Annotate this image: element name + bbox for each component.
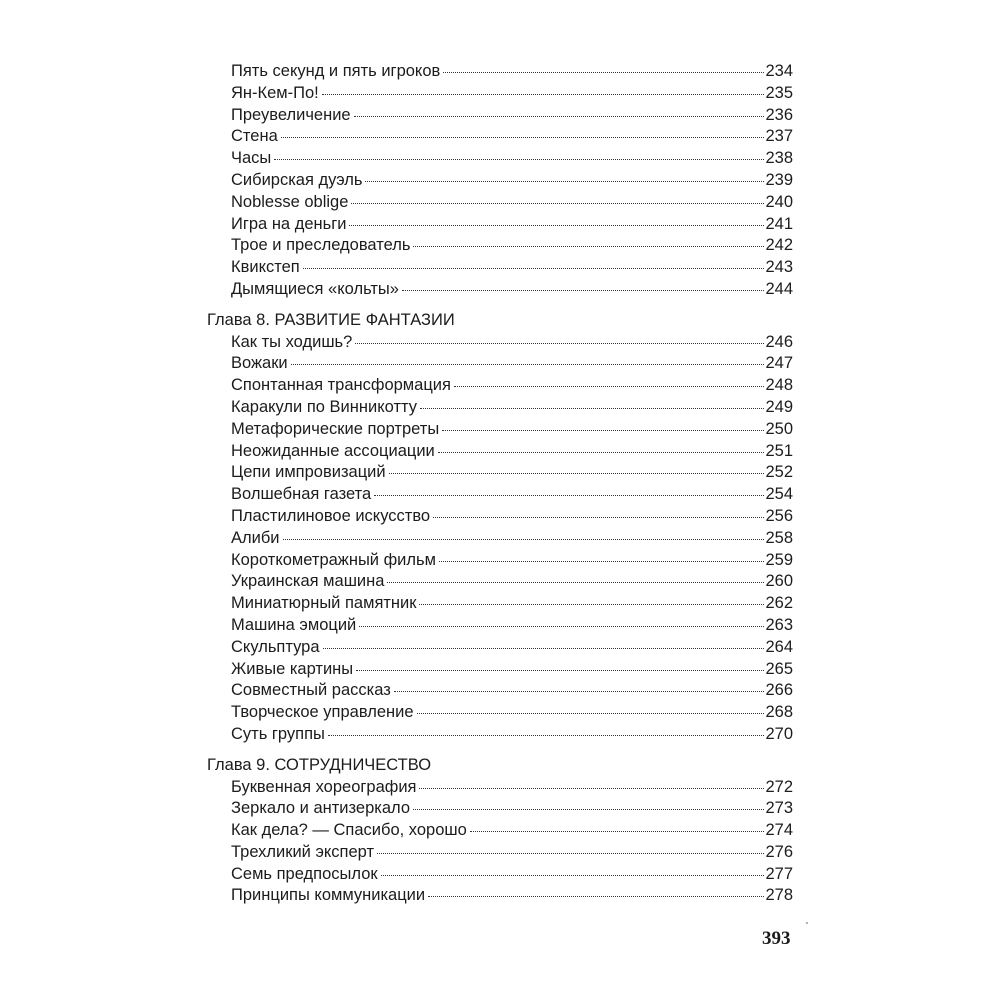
toc-entry-page: 238 — [765, 149, 793, 168]
toc-entry-title: Творческое управление — [231, 703, 414, 722]
toc-entry — [207, 615, 793, 637]
toc-entry-page: 272 — [765, 777, 793, 796]
toc-entry — [207, 148, 793, 170]
dot-leader — [283, 539, 765, 540]
toc-entry-page: 270 — [765, 724, 793, 743]
toc-entry-title: Зеркало и антизеркало — [231, 799, 410, 818]
toc-entry-title: Принципы коммуникации — [231, 886, 426, 905]
toc-entry-page: 278 — [765, 886, 793, 905]
toc-entry — [207, 777, 793, 799]
chapter-heading: Глава 9. СОТРУДНИЧЕСТВО — [207, 755, 432, 774]
dot-leader — [274, 159, 764, 160]
toc-entry-page: 234 — [765, 62, 793, 80]
toc-entry-title: Семь предпосылок — [231, 864, 378, 883]
toc-entry-title: Машина эмоций — [231, 615, 357, 634]
toc-entry — [207, 214, 793, 236]
dot-leader — [442, 430, 764, 431]
toc-entry — [207, 637, 793, 659]
dot-leader — [322, 94, 765, 95]
toc-entry-title: Волшебная газета — [231, 485, 372, 504]
dot-leader — [387, 582, 764, 583]
toc-entry-page: 242 — [765, 236, 793, 255]
toc-entry-title: Часы — [231, 149, 272, 168]
toc-entry-title: Короткометражный фильм — [231, 550, 436, 569]
toc-entry-title: Noblesse oblige — [231, 192, 349, 211]
dot-leader — [419, 788, 764, 789]
dot-leader — [413, 246, 764, 247]
toc-entry-title: Метафорические портреты — [231, 419, 440, 438]
dot-leader — [374, 495, 764, 496]
dot-leader — [394, 691, 765, 692]
toc-entry-page: 250 — [765, 419, 793, 438]
toc-entry-title: Совместный рассказ — [231, 681, 391, 700]
dot-leader — [328, 735, 765, 736]
print-speck — [806, 922, 808, 924]
toc-entry — [207, 441, 793, 463]
toc-entry — [207, 864, 793, 886]
toc-entry-title: Украинская машина — [231, 572, 385, 591]
toc-entry-page: 252 — [765, 463, 793, 482]
page-number: 393 — [762, 928, 791, 949]
toc-entry-title: Вожаки — [231, 354, 288, 373]
dot-leader — [365, 181, 764, 182]
toc-entry — [207, 593, 793, 615]
toc-entry-title: Сибирская дуэль — [231, 170, 363, 189]
toc-entry — [207, 820, 793, 842]
toc-entry-page: 262 — [765, 594, 793, 613]
toc-entry — [207, 550, 793, 572]
dot-leader — [454, 386, 765, 387]
dot-leader — [402, 290, 764, 291]
toc-entry-page: 254 — [765, 485, 793, 504]
table-of-contents — [207, 61, 793, 907]
toc-entry-title: Стена — [231, 127, 278, 146]
toc-entry-page: 244 — [765, 279, 793, 298]
toc-entry — [207, 724, 793, 746]
chapter-9-entries — [207, 777, 793, 908]
toc-entry-title: Дымящиеся «кольты» — [231, 279, 399, 298]
toc-entry — [207, 192, 793, 214]
dot-leader — [439, 561, 764, 562]
dot-leader — [323, 648, 765, 649]
dot-leader — [349, 225, 764, 226]
dot-leader — [433, 517, 764, 518]
dot-leader — [389, 473, 765, 474]
dot-leader — [354, 116, 765, 117]
toc-entry-page: 249 — [765, 397, 793, 416]
toc-entry-title: Как дела? — Спасибо, хорошо — [231, 821, 467, 840]
toc-entry-page: 277 — [765, 864, 793, 883]
toc-entry-page: 246 — [765, 332, 793, 351]
dot-leader — [355, 343, 764, 344]
toc-entry-page: 265 — [765, 659, 793, 678]
toc-entry-title: Миниатюрный памятник — [231, 594, 417, 613]
toc-entry — [207, 397, 793, 419]
toc-entry-page: 241 — [765, 214, 793, 233]
toc-entry-title: Пять секунд и пять игроков — [231, 62, 441, 80]
toc-entry — [207, 83, 793, 105]
toc-continued-section — [207, 61, 793, 301]
dot-leader — [438, 452, 765, 453]
toc-entry-page: 266 — [765, 681, 793, 700]
dot-leader — [351, 203, 764, 204]
toc-entry — [207, 571, 793, 593]
toc-entry — [207, 375, 793, 397]
toc-entry-page: 235 — [765, 83, 793, 102]
toc-entry — [207, 528, 793, 550]
toc-entry-page: 240 — [765, 192, 793, 211]
toc-entry-page: 236 — [765, 105, 793, 124]
toc-entry — [207, 659, 793, 681]
dot-leader — [443, 72, 764, 73]
dot-leader — [413, 809, 764, 810]
toc-entry — [207, 798, 793, 820]
dot-leader — [419, 604, 764, 605]
toc-entry-page: 260 — [765, 572, 793, 591]
dot-leader — [470, 831, 765, 832]
toc-entry — [207, 885, 793, 907]
toc-entry-title: Цепи импровизаций — [231, 463, 386, 482]
toc-entry-page: 268 — [765, 703, 793, 722]
toc-entry-page: 259 — [765, 550, 793, 569]
toc-entry-page: 239 — [765, 170, 793, 189]
toc-entry — [207, 419, 793, 441]
toc-entry — [207, 680, 793, 702]
toc-entry — [207, 279, 793, 301]
chapter-8-entries — [207, 332, 793, 746]
toc-entry-page: 263 — [765, 615, 793, 634]
toc-entry-page: 276 — [765, 842, 793, 861]
toc-entry — [207, 61, 793, 83]
toc-entry-title: Пластилиновое искусство — [231, 506, 431, 525]
toc-entry — [207, 702, 793, 724]
toc-entry-title: Неожиданные ассоциации — [231, 441, 435, 460]
toc-entry-page: 274 — [765, 821, 793, 840]
toc-entry — [207, 126, 793, 148]
toc-entry-title: Ян-Кем-По! — [231, 83, 319, 102]
dot-leader — [359, 626, 764, 627]
dot-leader — [291, 364, 765, 365]
toc-entry — [207, 105, 793, 127]
dot-leader — [417, 713, 765, 714]
toc-entry — [207, 353, 793, 375]
toc-entry-title: Игра на деньги — [231, 214, 347, 233]
toc-entry — [207, 842, 793, 864]
toc-entry-title: Трое и преследователь — [231, 236, 411, 255]
chapter-heading: Глава 8. РАЗВИТИЕ ФАНТАЗИИ — [207, 310, 455, 329]
dot-leader — [356, 670, 764, 671]
toc-entry-page: 248 — [765, 376, 793, 395]
toc-entry-title: Каракули по Винникотту — [231, 397, 417, 416]
toc-entry — [207, 462, 793, 484]
toc-entry-title: Трехликий эксперт — [231, 842, 375, 861]
dot-leader — [377, 853, 764, 854]
dot-leader — [420, 408, 764, 409]
toc-entry-page: 247 — [765, 354, 793, 373]
toc-entry-title: Спонтанная трансформация — [231, 376, 451, 395]
toc-entry — [207, 235, 793, 257]
toc-entry-title: Суть группы — [231, 724, 325, 743]
toc-entry-title: Как ты ходишь? — [231, 332, 353, 351]
toc-entry-title: Квикстеп — [231, 258, 300, 277]
toc-entry — [207, 257, 793, 279]
dot-leader — [381, 875, 765, 876]
dot-leader — [428, 896, 764, 897]
toc-entry-page: 273 — [765, 799, 793, 818]
toc-entry-page: 264 — [765, 637, 793, 656]
toc-entry-page: 258 — [765, 528, 793, 547]
toc-entry-title: Скульптура — [231, 637, 320, 656]
toc-entry — [207, 506, 793, 528]
toc-entry-title: Живые картины — [231, 659, 354, 678]
dot-leader — [303, 268, 765, 269]
toc-entry — [207, 332, 793, 354]
toc-entry-title: Преувеличение — [231, 105, 351, 124]
toc-entry-title: Буквенная хореография — [231, 777, 417, 796]
toc-entry-page: 256 — [765, 506, 793, 525]
toc-entry-page: 243 — [765, 258, 793, 277]
toc-entry-title: Алиби — [231, 528, 280, 547]
toc-entry — [207, 170, 793, 192]
dot-leader — [281, 137, 765, 138]
toc-entry — [207, 484, 793, 506]
toc-entry-page: 237 — [765, 127, 793, 146]
toc-entry-page: 251 — [765, 441, 793, 460]
